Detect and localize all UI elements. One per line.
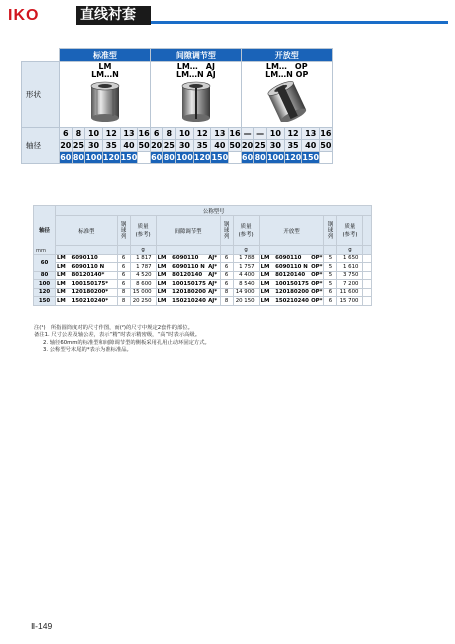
model-prefix: LM (56, 280, 71, 289)
model-number: 6090110 N (274, 263, 310, 272)
mass: 15 700 (337, 297, 363, 306)
bearing-image-adjustable (150, 79, 241, 127)
ball-rows: 6 (117, 263, 130, 272)
note-4: 3. 公称型号末尾的*表示为准标准品。 (43, 346, 132, 353)
model-prefix: LM (156, 254, 171, 263)
type-spec-table: 标准型 间隙调节型 开放型 形状 LM LM…N LM… AJ LM…N AJ LM… OP LM…N OP 轴径 6 8 10 12 13 16 6 8 10 12 13 16 — — 10 12 13 16 20 25 30 35 40 50 20 25 30 35 40 50 20 25 30 35 40 50 60 80 100 120 150 60 80 100 120 150 60 80 100 120 150 (21, 48, 333, 164)
model-standard: LM LM…N (60, 62, 151, 80)
note-1: 注(¹) 所指圆筒度对的尺寸作图，而(²)的尺寸中规定2套件的部位。 (34, 325, 193, 331)
brand-logo: IKO (8, 7, 40, 24)
model-number: 120180200 (275, 289, 309, 296)
col-adjustable: 间隙调节型 (156, 216, 220, 246)
group-open: 开放型 (241, 49, 332, 62)
row-shaft: 100 (34, 280, 56, 289)
row-shaft: 150 (34, 297, 56, 306)
model-number: 150210240 (275, 297, 309, 304)
mass: 8 540 (233, 280, 259, 289)
model-suffix: OP* (311, 272, 323, 279)
ball-rows: 8 (117, 288, 130, 297)
ball-rows: 5 (324, 263, 337, 272)
model-number: 120180200* (71, 289, 109, 296)
model-suffix: AJ* (207, 280, 220, 289)
model-prefix: LM (259, 297, 274, 306)
row-shaft: 120 (34, 288, 56, 297)
mass: 4 520 (130, 271, 156, 280)
model-number: 6090110 N (171, 263, 207, 272)
col-std-balls: 钢 球 列 (117, 216, 130, 246)
model-prefix: LM (56, 254, 71, 263)
mass: 1 610 (337, 263, 363, 272)
shape-label: 形状 (22, 62, 60, 128)
model-prefix: LM (156, 263, 171, 272)
model-suffix: OP* (311, 255, 323, 262)
model-prefix: LM (259, 280, 274, 289)
col-std-mass: 质量 (参考) (130, 216, 156, 246)
table-row (34, 280, 372, 289)
model-prefix: LM (156, 297, 171, 306)
model-suffix (109, 254, 117, 263)
model-number: 6090110 (71, 254, 110, 263)
model-suffix: AJ* (207, 263, 220, 272)
ball-rows: 5 (324, 271, 337, 280)
ball-rows: 8 (220, 297, 233, 306)
mass: 8 600 (130, 280, 156, 289)
title-rule (151, 21, 448, 24)
model-prefix: LM (156, 280, 171, 289)
mass: 14 900 (233, 288, 259, 297)
model-prefix: LM (56, 271, 71, 280)
ball-rows: 6 (324, 297, 337, 306)
ball-rows: 5 (324, 254, 337, 263)
model-suffix (109, 271, 117, 280)
model-suffix (109, 297, 117, 306)
col-adj-balls: 钢 球 列 (220, 216, 233, 246)
table-row (34, 297, 372, 306)
mass: 4 400 (233, 271, 259, 280)
dimension-table: 轴径 公称型号 标准型 钢 球 列 质量 (参考) 间隙调节型 钢 球 列 质量 (参考) 开放型 钢 球 列 质量 (参考) g g g 60 LM 6090110 6 1 817 LM 6090110 AJ* 6 1 788 LM 6090110 OP* 5 1 650 LM 6090110 N 6 1 787 LM 6090110 N AJ* 6 1 757 LM 6090110 N OP* 5 1 610 80 LM 80120140* 6 4 520 LM 80120140 AJ* 6 4 400 LM 80120140 OP* 5 3 750 100 LM 100150175* 6 8 600 LM 100150175 AJ* 6 8 540 LM 100150175 OP* 5 7 200 120 LM 120180200* 8 15 000 LM 120180200 AJ* 8 14 900 LM 120180200 OP* 6 11 600 150 LM 150210240* 8 20 250 LM 150210240 AJ* 8 20 150 LM 150210240 OP* 6 15 700 (33, 205, 372, 306)
col-nominal-model: 公称型号 (56, 206, 372, 216)
model-number: 80120140 (171, 271, 207, 280)
model-prefix: LM (259, 288, 274, 297)
model-prefix: LM (56, 288, 71, 297)
col-adj-mass: 质量 (参考) (233, 216, 259, 246)
bearing-image-open (241, 79, 332, 127)
model-number: 150210240 (172, 297, 206, 304)
col-open-balls: 钢 球 列 (324, 216, 337, 246)
mass: 11 600 (337, 288, 363, 297)
model-number: 100150175* (71, 280, 109, 287)
table-row (34, 271, 372, 280)
model-suffix: AJ* (207, 254, 220, 263)
model-suffix: OP* (311, 280, 323, 287)
model-number: 6090110 N (71, 263, 110, 272)
model-suffix (109, 288, 117, 297)
col-standard: 标准型 (56, 216, 118, 246)
ball-rows: 6 (117, 280, 130, 289)
model-prefix: LM (259, 254, 274, 263)
model-prefix: LM (156, 271, 171, 280)
footnotes (34, 325, 210, 354)
model-prefix: LM (259, 271, 274, 280)
ball-rows: 8 (220, 288, 233, 297)
ball-rows: 6 (117, 271, 130, 280)
ball-rows: 8 (117, 297, 130, 306)
table-row (34, 263, 372, 272)
page-number: Ⅱ-149 (31, 621, 53, 631)
bearing-image-standard (60, 79, 151, 127)
mass: 1 788 (233, 254, 259, 263)
col-open: 开放型 (259, 216, 324, 246)
ball-rows: 6 (220, 254, 233, 263)
model-number: 100150175 (172, 280, 206, 287)
model-number: 150210240* (71, 297, 109, 304)
ball-rows: 6 (220, 280, 233, 289)
col-shaft: 轴径 (34, 206, 56, 255)
col-open-mass: 质量 (参考) (337, 216, 363, 246)
page-header (8, 6, 448, 26)
row-shaft: 80 (34, 271, 56, 280)
group-standard: 标准型 (60, 49, 151, 62)
model-suffix: AJ* (207, 271, 220, 280)
model-adjustable: LM… AJ LM…N AJ (150, 62, 241, 80)
ball-rows: 6 (220, 263, 233, 272)
group-adjustable: 间隙调节型 (150, 49, 241, 62)
model-suffix: AJ* (207, 288, 220, 297)
model-prefix: LM (259, 263, 274, 272)
model-prefix: LM (56, 263, 71, 272)
model-suffix: OP* (311, 263, 323, 270)
ball-rows: 6 (117, 254, 130, 263)
row-shaft: 60 (34, 254, 56, 271)
ball-rows: 6 (324, 288, 337, 297)
mass: 1 787 (130, 263, 156, 272)
model-number: 6090110 (171, 254, 207, 263)
mass: 20 150 (233, 297, 259, 306)
model-open: LM… OP LM…N OP (241, 62, 332, 80)
mass: 1 650 (337, 254, 363, 263)
model-suffix: AJ* (207, 297, 220, 306)
model-suffix: OP* (311, 297, 323, 304)
mass: 15 000 (130, 288, 156, 297)
model-number: 100150175 (275, 280, 309, 287)
mass: 1 817 (130, 254, 156, 263)
mass: 3 750 (337, 271, 363, 280)
model-prefix: LM (56, 297, 71, 306)
shaft-unit: mm (36, 248, 47, 254)
model-number: 120180200 (172, 289, 206, 296)
page-title: 直线衬套 (76, 6, 151, 25)
model-number: 6090110 (274, 254, 310, 263)
mass: 20 250 (130, 297, 156, 306)
note-3: 2. 轴径60mm的标准型和间隙调节型的侧板采用孔用止动环固定方式。 (43, 339, 210, 346)
table-row (34, 254, 372, 263)
model-suffix: OP* (311, 289, 323, 296)
mass: 1 757 (233, 263, 259, 272)
model-number: 80120140 (274, 271, 310, 280)
model-suffix (109, 263, 117, 272)
ball-rows: 6 (220, 271, 233, 280)
mass: 7 200 (337, 280, 363, 289)
table-row (34, 288, 372, 297)
model-prefix: LM (156, 288, 171, 297)
ball-rows: 5 (324, 280, 337, 289)
note-2: 备注1. 尺寸公差及轴公差，表示“精”时表示精密级，“高”时表示高级。 (34, 332, 201, 339)
shaft-label: 轴径 (22, 127, 60, 163)
model-number: 80120140* (71, 271, 110, 280)
model-suffix (109, 280, 117, 289)
